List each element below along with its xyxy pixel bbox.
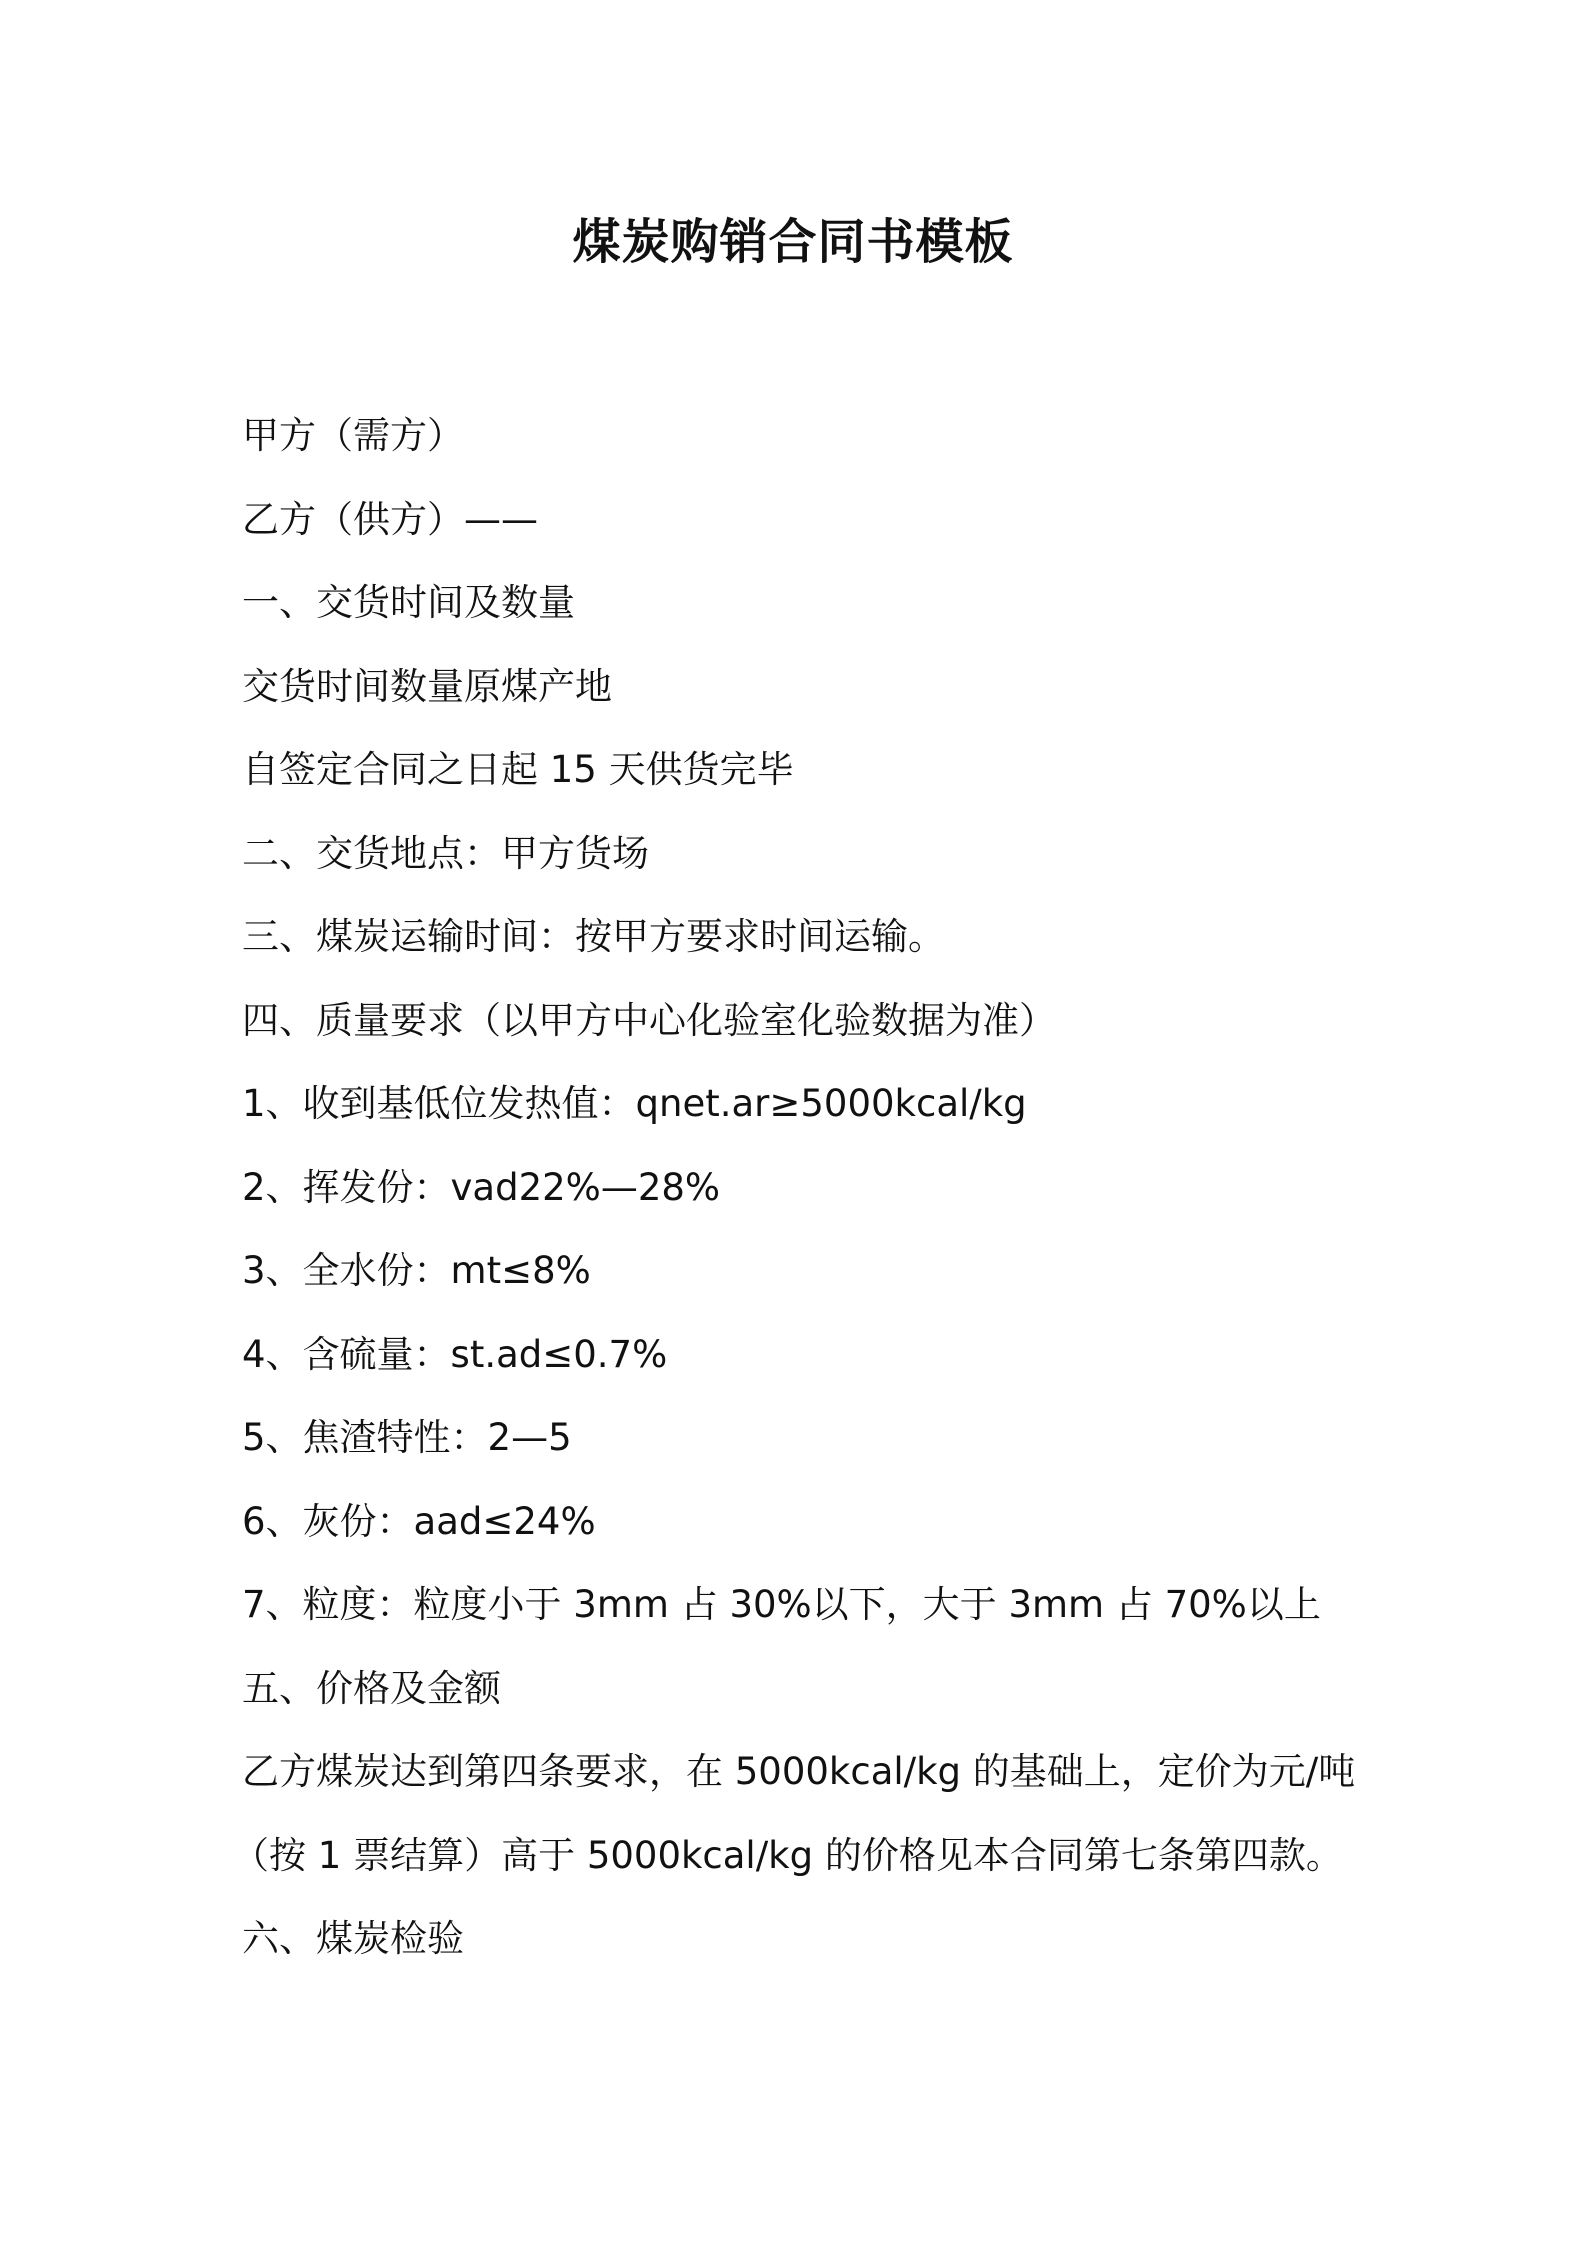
delivery-period-text: 自签定合同之日起 15 天供货完毕	[242, 748, 794, 791]
section-2-heading: 二、交货地点：甲方货场	[242, 831, 649, 875]
section-6-heading: 六、煤炭检验	[242, 1917, 464, 1960]
document-body	[232, 404, 1422, 1991]
section-3-heading: 三、煤炭运输时间：按甲方要求时间运输。	[242, 915, 945, 958]
quality-item-7: 7、粒度：粒度小于 3mm 占 30%以下，大于 3mm 占 70%以上	[242, 1583, 1321, 1626]
document-title: 煤炭购销合同书模板	[572, 214, 1014, 270]
quality-item-4: 4、含硫量：st.ad≤0.7%	[242, 1332, 668, 1376]
quality-item-6: 6、灰份：aad≤24%	[242, 1499, 596, 1543]
quality-item-5: 5、焦渣特性：2—5	[242, 1416, 572, 1459]
party-b-line: 乙方（供方）——	[242, 497, 538, 541]
delivery-table-header: 交货时间数量原煤产地	[242, 664, 612, 708]
price-paragraph-line-1: 乙方煤炭达到第四条要求，在 5000kcal/kg 的基础上，定价为元/吨	[242, 1750, 1356, 1793]
party-a-line: 甲方（需方）	[242, 414, 464, 457]
quality-item-3: 3、全水份：mt≤8%	[242, 1249, 591, 1292]
quality-item-2: 2、挥发份：vad22%—28%	[242, 1165, 721, 1209]
section-1-heading: 一、交货时间及数量	[242, 581, 575, 624]
quality-item-1: 1、收到基低位发热值：qnet.ar≥5000kcal/kg	[242, 1082, 1027, 1125]
price-paragraph-line-2: （按 1 票结算）高于 5000kcal/kg 的价格见本合同第七条第四款。	[232, 1833, 1343, 1877]
section-4-heading: 四、质量要求（以甲方中心化验室化验数据为准）	[242, 998, 1056, 1042]
section-5-heading: 五、价格及金额	[242, 1666, 501, 1710]
